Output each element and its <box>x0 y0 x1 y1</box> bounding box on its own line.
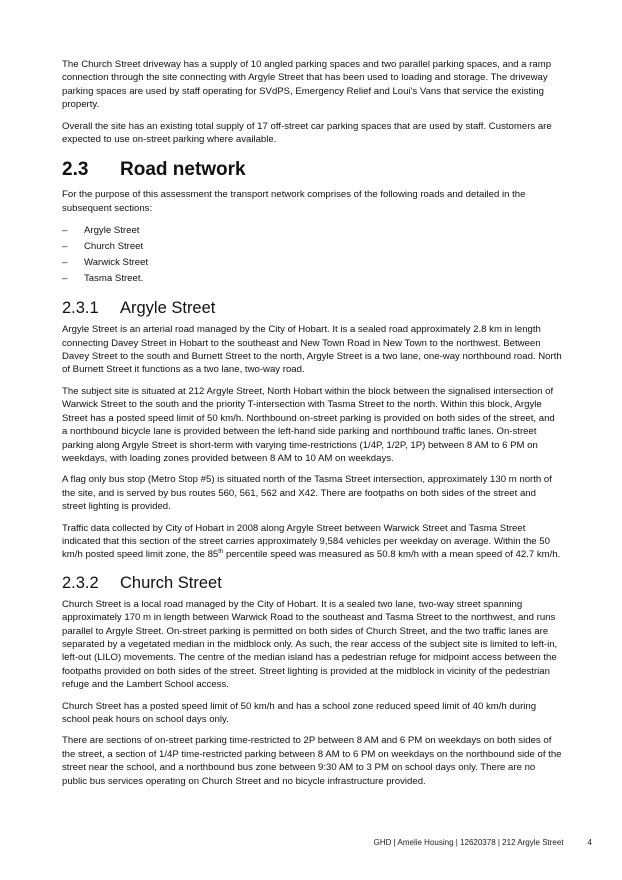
church-paragraph-1: Church Street is a local road managed by the City of Hobart. It is a sealed two lane, two-way street spanning approximately 170 m in length between Warwick Road to the southeast and Tasma Street to the northwest, and runs parallel to Argyle Street. On-street parking is permitted on both sides of Church Street, and the two traffic lanes are separated by a vegetated median in the midblock only. As such, the rear access of the subject site is limited to left-in, left-out (LILO) movements. The centre of the median island has a pedestrian refuge for midpoint access between the footpaths provided on both sides of the street. Street lighting is provided at the midblock in vicinity of the pedestrian refuge and the Lambert School access. <box>62 598 558 691</box>
subsection-heading-argyle <box>62 298 562 318</box>
subsection-number: 2.3.1 <box>62 299 99 318</box>
church-paragraph-2: Church Street has a posted speed limit of 50 km/h and has a school zone reduced speed limit of 40 km/h during school peak hours on school days only. <box>62 700 537 725</box>
argyle-paragraph-3: A flag only bus stop (Metro Stop #5) is situated north of the Tasma Street intersection, approximately 130 m north of the site, and is served by bus routes 560, 561, 562 and X42. There are footpaths on both sides of the street and street lighting is provided. <box>62 474 552 513</box>
superscript-th: th <box>218 549 224 556</box>
dash-bullet: – <box>62 257 68 269</box>
subsection-title: Church Street <box>120 573 222 592</box>
page-number: 4 <box>587 838 592 847</box>
page-footer <box>0 838 592 847</box>
argyle-paragraph-4: Traffic data collected by City of Hobart in 2008 along Argyle Street between Warwick Street and Tasma Street indicated that this section of the street carries approximately 9,584 vehicles per weekday on average. Within the 50 km/h posted speed limit zone, the 85th percentile speed was measured as 50.8 km/h with a mean speed of 42.7 km/h. <box>62 522 561 561</box>
dash-bullet: – <box>62 241 68 253</box>
road-list <box>62 223 562 287</box>
dash-bullet: – <box>62 225 68 237</box>
road-network-intro: For the purpose of this assessment the transport network comprises of the following roads and detailed in the subsequent sections: <box>62 189 526 214</box>
intro-paragraph-1: The Church Street driveway has a supply of 10 angled parking spaces and two parallel parking spaces, and a ramp connection through the site connecting with Argyle Street that has been used to loading and storage. The driveway parking spaces are used by staff operating for SVdPS, Emergency Relief and Loui's Vans that service the existing property. <box>62 59 552 111</box>
argyle-paragraph-2: The subject site is situated at 212 Argyle Street, North Hobart within the block between the signalised intersection of Warwick Street to the south and the priority T-intersection with Tasma Street to the north. Within this block, Argyle Street has a posted speed limit of 50 km/h. Northbound on-street parking is provided on both sides of the street, and a northbound bicycle lane is provided between the left-hand side parking and northbound traffic lanes. On-street parking along Argyle Street is short-term with varying time-restrictions (1/4P, 1/2P, 1P) between 8 AM to 6 PM on weekdays, with loading zones provided between 8 AM to 10 AM on weekdays. <box>62 385 555 464</box>
subsection-title: Argyle Street <box>120 299 216 318</box>
list-item: – Tasma Street. <box>62 271 562 287</box>
document-page <box>62 58 562 796</box>
section-heading-road-network <box>62 159 562 181</box>
dash-bullet: – <box>62 273 68 285</box>
church-paragraph-3: There are sections of on-street parking time-restricted to 2P between 8 AM and 6 PM on weekdays on both sides of the street, a section of 1/4P time-restricted parking between 8 AM to 6 PM on weekdays on the northbound side of the street near the school, and a northbound bus zone between 9:30 AM to 3 PM on school days only. There are no public bus services operating on Church Street and no bicycle infrastructure provided. <box>62 735 562 787</box>
section-number: 2.3 <box>62 159 89 181</box>
list-item: – Warwick Street <box>62 255 562 271</box>
subsection-heading-church <box>62 573 562 593</box>
section-title: Road network <box>120 159 246 181</box>
argyle-paragraph-1: Argyle Street is an arterial road managed by the City of Hobart. It is a sealed road approximately 2.8 km in length connecting Davey Street in Hobart to the southeast and New Town Road in New Town to the northwest. Between Davey Street to the south and Burnett Street to the north, Argyle Street is a two lane, one-way northbound road. North of Burnett Street it functions as a two lane, two-way road. <box>62 324 562 376</box>
list-item: – Church Street <box>62 239 562 255</box>
subsection-number: 2.3.2 <box>62 573 99 592</box>
list-item: – Argyle Street <box>62 223 562 239</box>
intro-paragraph-2: Overall the site has an existing total supply of 17 off-street car parking spaces that are used by staff. Customers are expected to use on-street parking where available. <box>62 120 552 146</box>
footer-text: GHD | Amelie Housing | 12620378 | 212 Argyle Street <box>373 838 564 847</box>
